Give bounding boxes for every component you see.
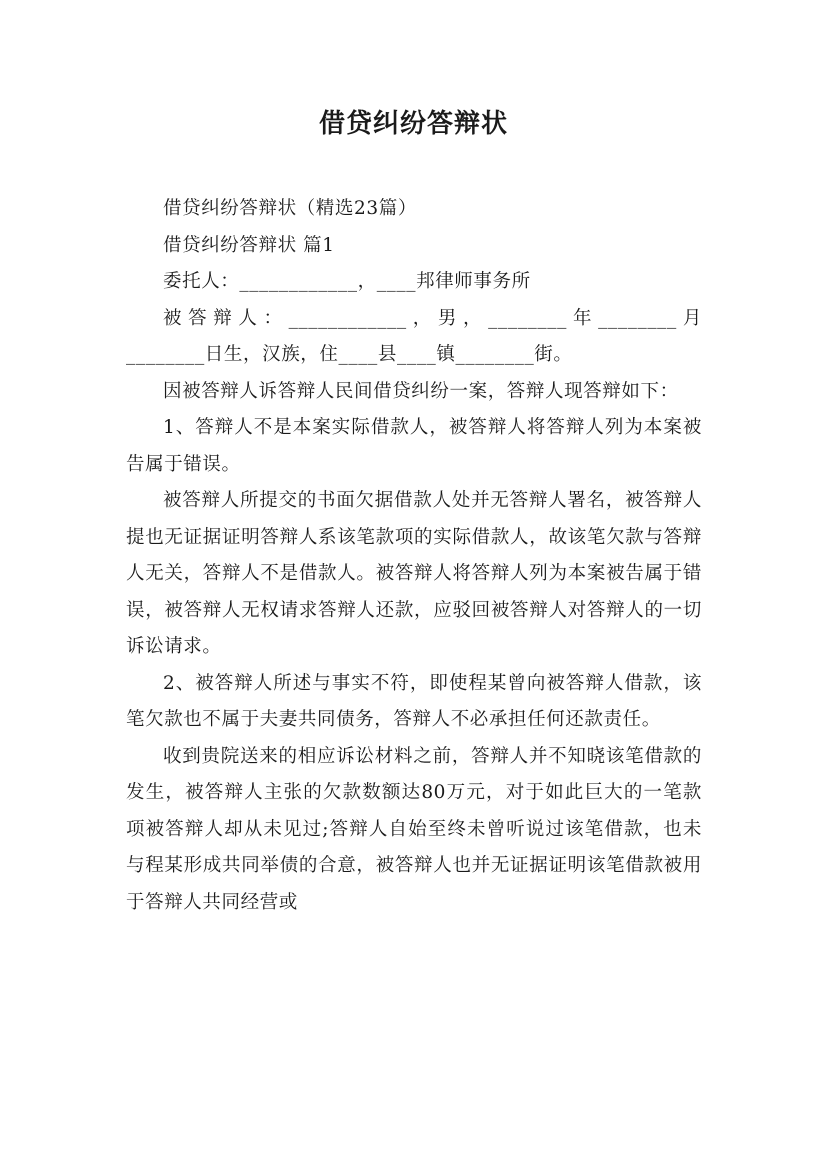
paragraph-point-1-detail: 被答辩人所提交的书面欠据借款人处并无答辩人署名，被答辩人提也无证据证明答辩人系该笔款项的实际借款人，故该笔欠款与答辩人无关，答辩人不是借款人。被答辩人将答辩人列为本案被告属于错误，被答辩人无权请求答辩人还款，应驳回被答辩人对答辩人的一切诉讼请求。 <box>126 490 702 657</box>
paragraph-entrusted-party: 委托人：____________，____邦律师事务所 <box>163 271 531 292</box>
paragraph-point-2-detail: 收到贵院送来的相应诉讼材料之前，答辩人并不知晓该笔借款的发生，被答辩人主张的欠款数额达80万元，对于如此巨大的一笔款项被答辩人却从未见过;答辩人自始至终未曾听说过该笔借款，也未与程某形成共同举债的合意，被答辩人也并无证据证明该笔借款被用于答辩人共同经营或 <box>126 745 702 913</box>
paragraph-point-1: 1、答辩人不是本案实际借款人，被答辩人将答辩人列为本案被告属于错误。 <box>126 417 702 475</box>
document-body <box>126 191 702 921</box>
paragraph-point-2: 2、被答辩人所述与事实不符，即使程某曾向被答辩人借款，该笔欠款也不属于夫妻共同债务，答辩人不必承担任何还款责任。 <box>126 672 702 730</box>
document-title: 借贷纠纷答辩状 <box>318 109 508 139</box>
paragraph-intro: 因被答辩人诉答辩人民间借贷纠纷一案，答辩人现答辩如下： <box>163 380 679 402</box>
paragraph-section-heading: 借贷纠纷答辩状 篇1 <box>163 234 335 256</box>
paragraph-subtitle: 借贷纠纷答辩状（精选23篇） <box>163 198 417 219</box>
paragraph-respondent-info: 被答辩人：____________，男，________年________月________日生，汉族，住____县____镇________街。 <box>126 307 702 365</box>
